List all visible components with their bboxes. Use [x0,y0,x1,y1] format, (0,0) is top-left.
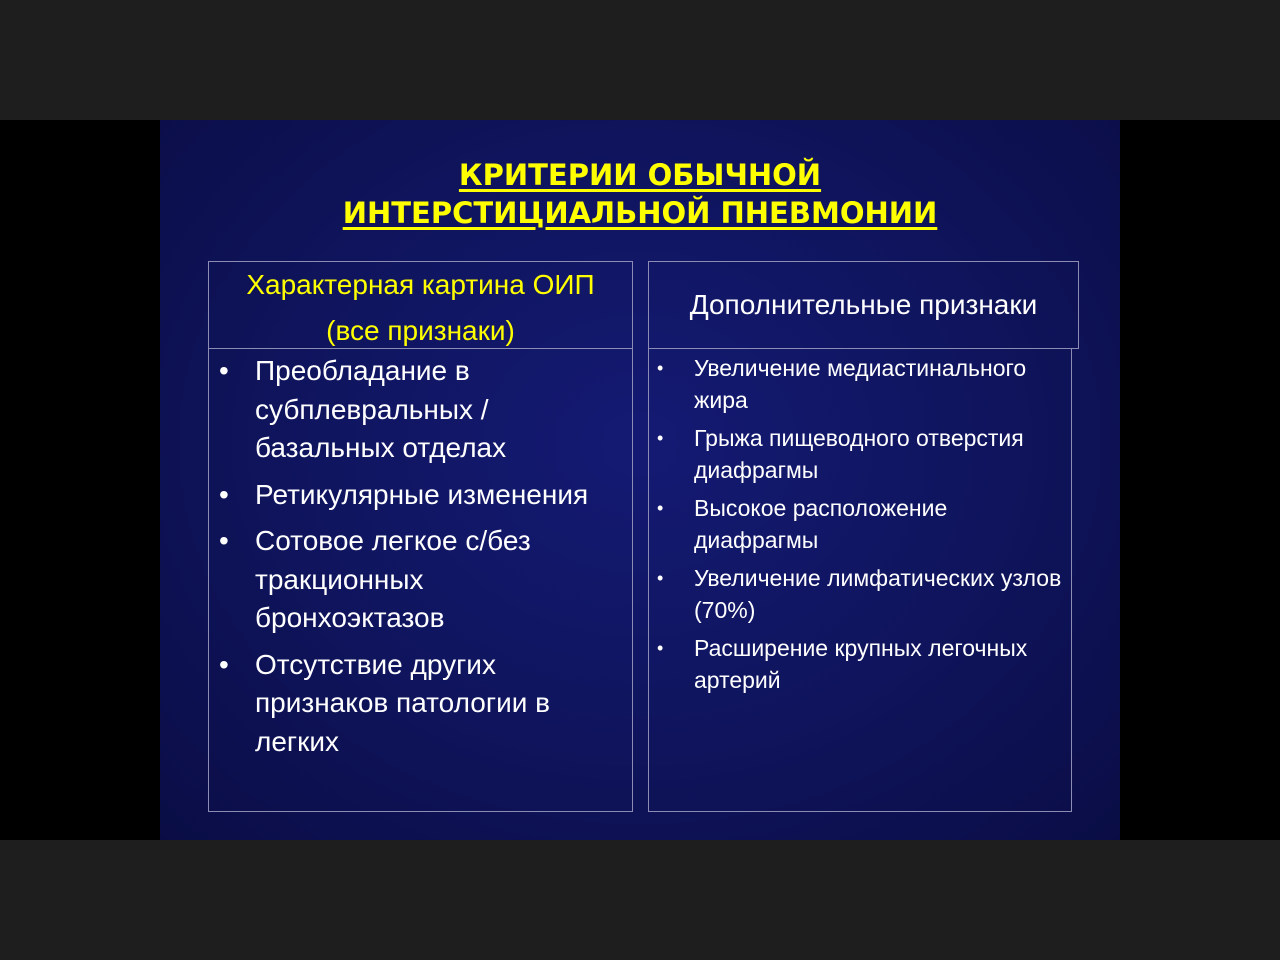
left-column-header-line-1: Характерная картина ОИП [246,269,595,300]
left-column-header-line-2: (все признаки) [326,315,515,346]
left-column-header [208,261,633,349]
bullet-icon: • [219,525,229,556]
list-item-text: Сотовое легкое с/без тракционных бронхоэктазов [255,525,531,633]
list-item-text: Отсутствие других признаков патологии в легких [255,648,550,757]
bullet-icon: • [657,358,664,378]
left-criteria-list [209,352,619,769]
right-criteria-list [649,352,1069,702]
list-item-text: Увеличение лимфатических узлов (70%) [694,565,1062,623]
list-item [649,352,1069,416]
list-item [209,522,619,638]
bullet-icon: • [219,478,229,510]
bullet-icon: • [657,638,664,658]
right-column-body [648,349,1072,812]
list-item [649,562,1069,626]
slide-title-line-2: ИНТЕРСТИЦИАЛЬНОЙ ПНЕВМОНИИ [342,196,938,230]
bullet-icon: • [657,428,664,448]
list-item-text: Ретикулярные изменения [255,478,589,510]
list-item [209,352,619,468]
list-item [649,422,1069,486]
list-item [209,476,619,515]
list-item-text: Расширение крупных легочных артерий [694,635,1028,693]
right-column-header [648,261,1079,349]
list-item [649,632,1069,696]
slide-title-line-1: КРИТЕРИИ ОБЫЧНОЙ [458,158,822,192]
list-item [649,492,1069,556]
list-item-text: Увеличение медиастинального жира [694,355,1027,413]
list-item [209,646,619,762]
list-item-text: Грыжа пищеводного отверстия диафрагмы [694,425,1024,483]
left-column-body [208,349,633,812]
bullet-icon: • [219,355,229,386]
bullet-icon: • [219,648,229,680]
list-item-text: Высокое расположение диафрагмы [694,495,948,553]
slide-title [160,156,1120,232]
bullet-icon: • [657,568,664,588]
bullet-icon: • [657,498,664,518]
list-item-text: Преобладание в субплевральных / базальных отделах [255,355,507,463]
slide-stage [0,120,1280,840]
right-column-header-text: Дополнительные признаки [689,289,1038,320]
slide [160,120,1120,840]
